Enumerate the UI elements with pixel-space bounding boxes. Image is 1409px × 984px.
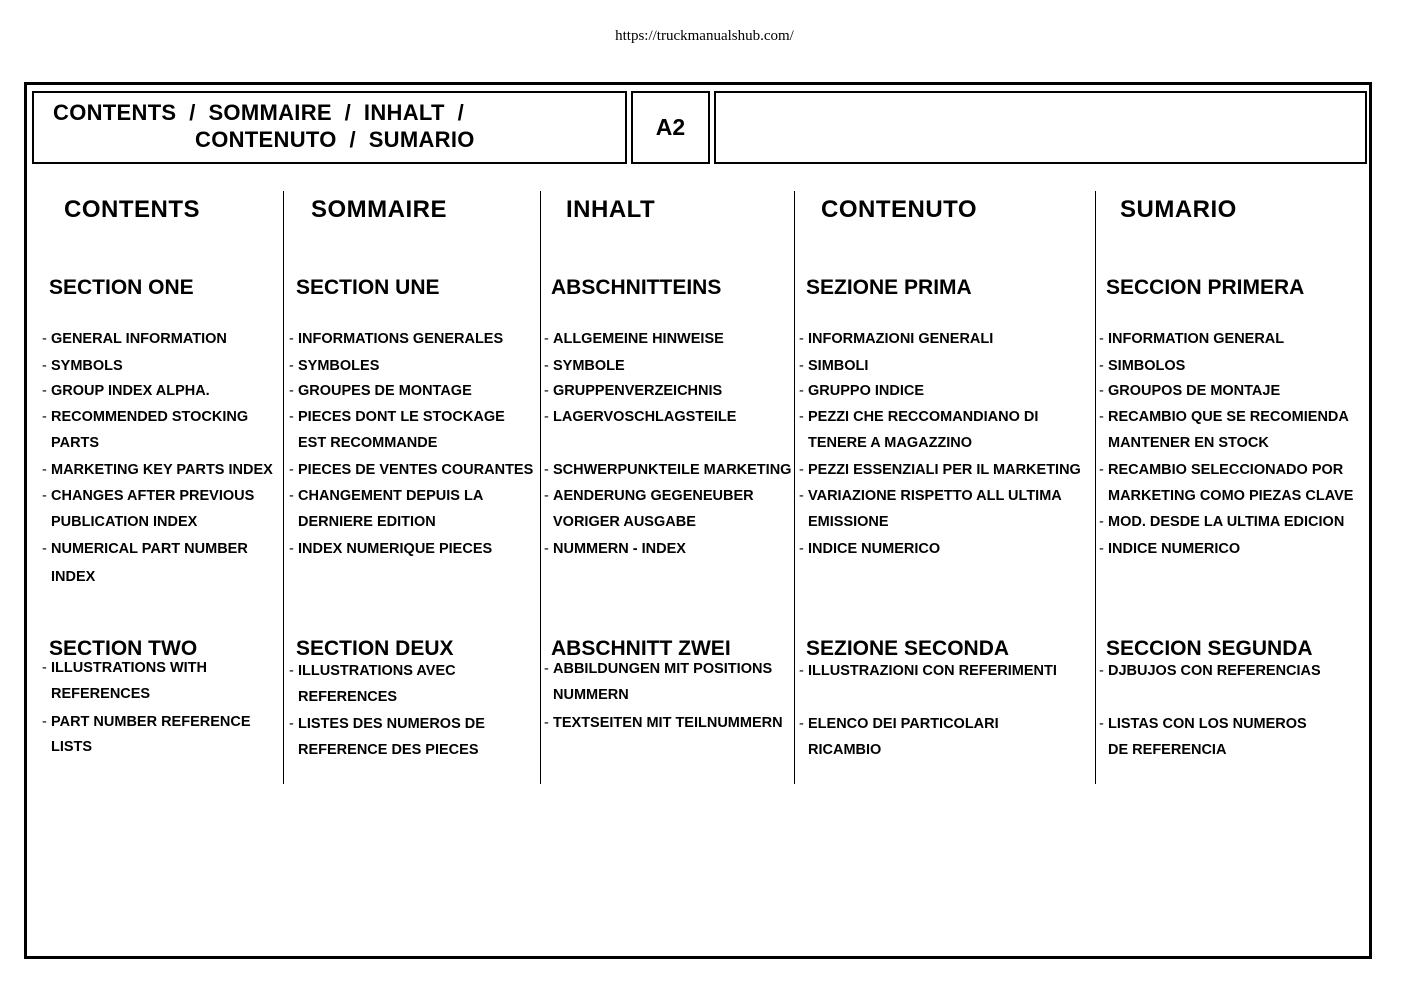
section-one-item <box>544 326 724 352</box>
item-text: SYMBOLE <box>553 358 625 374</box>
bullet-dash: - <box>799 383 804 399</box>
item-text: GROUPOS DE MONTAJE <box>1108 383 1281 399</box>
column-divider <box>1095 191 1096 784</box>
bullet-dash: - <box>1099 358 1104 374</box>
bullet-dash: - <box>42 358 47 374</box>
column-heading: CONTENTS <box>64 196 200 223</box>
item-text: RECOMMENDED STOCKING <box>51 409 249 425</box>
item-text: MARKETING KEY PARTS INDEX <box>51 462 273 478</box>
item-text: INFORMATIONS GENERALES <box>298 331 504 347</box>
section-one-heading: SECTION UNE <box>296 276 440 299</box>
bullet-dash: - <box>42 488 47 504</box>
item-text: GROUP INDEX ALPHA. <box>51 383 210 399</box>
section-one-item <box>51 430 99 456</box>
item-text: SCHWERPUNKTEILE MARKETING <box>553 462 792 478</box>
item-text: INFORMAZIONI GENERALI <box>808 331 994 347</box>
section-two-item <box>808 737 881 763</box>
section-two-item <box>51 681 150 707</box>
column-heading: SUMARIO <box>1120 196 1237 223</box>
section-one-item <box>544 457 792 483</box>
item-text: SIMBOLI <box>808 358 869 374</box>
bullet-dash: - <box>544 715 549 731</box>
section-one-heading: SEZIONE PRIMA <box>806 276 972 299</box>
item-text: PEZZI ESSENZIALI PER IL MARKETING <box>808 462 1081 478</box>
bullet-dash: - <box>289 716 294 732</box>
section-one-item <box>799 457 1081 483</box>
bullet-dash: - <box>544 409 549 425</box>
section-one-item <box>42 326 227 352</box>
bullet-dash: - <box>289 383 294 399</box>
item-text: INDICE NUMERICO <box>1108 541 1241 557</box>
item-text: GROUPES DE MONTAGE <box>298 383 472 399</box>
bullet-dash: - <box>1099 383 1104 399</box>
bullet-dash: - <box>42 462 47 478</box>
section-two-item <box>544 710 783 736</box>
item-text: REFERENCE DES PIECES <box>298 742 479 758</box>
section-one-item <box>289 326 504 352</box>
title-box <box>32 91 627 164</box>
item-text: PUBLICATION INDEX <box>51 514 198 530</box>
section-two-item <box>298 737 479 763</box>
section-two-item <box>42 655 207 681</box>
bullet-dash: - <box>544 331 549 347</box>
section-two-heading: SECTION TWO <box>49 637 198 660</box>
item-text: EMISSIONE <box>808 514 889 530</box>
bullet-dash: - <box>42 541 47 557</box>
section-two-heading: SECCION SEGUNDA <box>1106 637 1313 660</box>
section-one-item <box>51 564 95 590</box>
bullet-dash: - <box>1099 663 1104 679</box>
section-one-item <box>42 457 273 483</box>
section-two-item <box>42 709 251 735</box>
section-one-item <box>544 483 754 509</box>
column-divider <box>283 191 284 784</box>
section-two-item <box>799 711 999 737</box>
bullet-dash: - <box>289 488 294 504</box>
section-one-item <box>1108 430 1269 456</box>
item-text: ABBILDUNGEN MIT POSITIONS <box>553 661 773 677</box>
bullet-dash: - <box>544 358 549 374</box>
section-one-item <box>808 509 889 535</box>
bullet-dash: - <box>799 358 804 374</box>
section-two-item <box>553 682 629 708</box>
bullet-dash: - <box>289 663 294 679</box>
bullet-dash: - <box>544 541 549 557</box>
item-text: PART NUMBER REFERENCE <box>51 714 251 730</box>
item-text: PARTS <box>51 435 100 451</box>
bullet-dash: - <box>544 488 549 504</box>
section-one-item <box>289 378 472 404</box>
bullet-dash: - <box>1099 409 1104 425</box>
bullet-dash: - <box>289 358 294 374</box>
bullet-dash: - <box>544 383 549 399</box>
item-text: VORIGER AUSGABE <box>553 514 696 530</box>
section-one-item <box>799 404 1039 430</box>
bullet-dash: - <box>42 660 47 676</box>
section-two-item <box>289 711 485 737</box>
section-one-item <box>42 404 249 430</box>
section-one-item <box>1108 483 1353 509</box>
section-one-item <box>544 536 686 562</box>
section-one-heading: SECCION PRIMERA <box>1106 276 1305 299</box>
bullet-dash: - <box>289 462 294 478</box>
bullet-dash: - <box>1099 514 1104 530</box>
section-one-item <box>298 430 437 456</box>
item-text: INDEX NUMERIQUE PIECES <box>298 541 493 557</box>
item-text: ALLGEMEINE HINWEISE <box>553 331 724 347</box>
item-text: NUMMERN - INDEX <box>553 541 686 557</box>
section-one-item <box>42 483 255 509</box>
item-text: MARKETING COMO PIEZAS CLAVE <box>1108 488 1354 504</box>
column-heading: SOMMAIRE <box>311 196 447 223</box>
item-text: RECAMBIO QUE SE RECOMIENDA <box>1108 409 1349 425</box>
bullet-dash: - <box>42 383 47 399</box>
section-one-item <box>1099 404 1349 430</box>
item-text: MANTENER EN STOCK <box>1108 435 1269 451</box>
section-one-item <box>289 457 534 483</box>
section-one-item <box>42 353 123 379</box>
bullet-dash: - <box>42 331 47 347</box>
item-text: DERNIERE EDITION <box>298 514 436 530</box>
section-one-item <box>42 536 248 562</box>
bullet-dash: - <box>289 541 294 557</box>
item-text: ILLUSTRAZIONI CON REFERIMENTI <box>808 663 1057 679</box>
section-one-item <box>1099 536 1241 562</box>
item-text: LAGERVOSCHLAGSTEILE <box>553 409 737 425</box>
item-text: REFERENCES <box>51 686 151 702</box>
section-one-item <box>51 509 197 535</box>
bullet-dash: - <box>42 409 47 425</box>
bullet-dash: - <box>1099 462 1104 478</box>
bullet-dash: - <box>799 488 804 504</box>
section-one-item <box>289 404 505 430</box>
section-one-item <box>1099 509 1345 535</box>
section-two-heading: SEZIONE SECONDA <box>806 637 1010 660</box>
item-text: GENERAL INFORMATION <box>51 331 227 347</box>
item-text: RECAMBIO SELECCIONADO POR <box>1108 462 1344 478</box>
section-one-item <box>1099 457 1344 483</box>
section-one-item <box>289 536 493 562</box>
item-text: PIECES DONT LE STOCKAGE <box>298 409 505 425</box>
section-one-item <box>298 509 436 535</box>
section-two-item <box>799 658 1057 684</box>
item-text: LISTAS CON LOS NUMEROS <box>1108 716 1307 732</box>
bullet-dash: - <box>799 541 804 557</box>
bullet-dash: - <box>799 409 804 425</box>
item-text: ILLUSTRATIONS WITH <box>51 660 207 676</box>
page-title-line-1: CONTENTS / SOMMAIRE / INHALT / <box>53 100 464 125</box>
item-text: AENDERUNG GEGENEUBER <box>553 488 754 504</box>
item-text: SIMBOLOS <box>1108 358 1186 374</box>
section-one-item <box>799 483 1062 509</box>
item-text: ELENCO DEI PARTICOLARI <box>808 716 999 732</box>
item-text: EST RECOMMANDE <box>298 435 438 451</box>
item-text: PIECES DE VENTES COURANTES <box>298 462 534 478</box>
bullet-dash: - <box>544 462 549 478</box>
bullet-dash: - <box>1099 541 1104 557</box>
section-one-item <box>553 509 696 535</box>
section-one-item <box>1099 378 1281 404</box>
section-one-item <box>289 483 484 509</box>
section-one-item <box>289 353 380 379</box>
section-two-heading: ABSCHNITT ZWEI <box>551 637 731 660</box>
bullet-dash: - <box>289 409 294 425</box>
bullet-dash: - <box>1099 716 1104 732</box>
section-one-item <box>799 378 925 404</box>
bullet-dash: - <box>799 331 804 347</box>
section-one-item <box>544 378 723 404</box>
section-two-item <box>544 656 773 682</box>
section-two-item <box>51 734 92 760</box>
section-two-item <box>1108 737 1226 763</box>
item-text: DE REFERENCIA <box>1108 742 1227 758</box>
section-one-item <box>808 430 972 456</box>
item-text: SYMBOLS <box>51 358 123 374</box>
page-code-box <box>631 91 710 164</box>
item-text: RICAMBIO <box>808 742 882 758</box>
item-text: PEZZI CHE RECCOMANDIANO DI <box>808 409 1039 425</box>
item-text: MOD. DESDE LA ULTIMA EDICION <box>1108 514 1345 530</box>
item-text: ILLUSTRATIONS AVEC <box>298 663 456 679</box>
source-url[interactable]: https://truckmanualshub.com/ <box>615 28 794 44</box>
column-heading: CONTENUTO <box>821 196 978 223</box>
item-text: INDEX <box>51 569 96 585</box>
item-text: LISTES DES NUMEROS DE <box>298 716 485 732</box>
section-one-heading: ABSCHNITTEINS <box>551 276 722 299</box>
bullet-dash: - <box>1099 331 1104 347</box>
page-code: A2 <box>655 114 686 140</box>
section-two-item <box>298 684 397 710</box>
section-two-item <box>1099 711 1307 737</box>
section-one-item <box>544 353 625 379</box>
item-text: SYMBOLES <box>298 358 380 374</box>
item-text: INDICE NUMERICO <box>808 541 941 557</box>
item-text: NUMMERN <box>553 687 629 703</box>
item-text: LISTS <box>51 739 93 755</box>
bullet-dash: - <box>799 663 804 679</box>
section-one-item <box>799 536 941 562</box>
item-text: INFORMATION GENERAL <box>1108 331 1285 347</box>
section-two-item <box>289 658 456 684</box>
item-text: CHANGEMENT DEPUIS LA <box>298 488 484 504</box>
contents-page-frame <box>24 82 1372 959</box>
section-one-item <box>799 353 869 379</box>
column-divider <box>540 191 541 784</box>
item-text: VARIAZIONE RISPETTO ALL ULTIMA <box>808 488 1062 504</box>
section-one-item <box>799 326 994 352</box>
column-heading: INHALT <box>566 196 656 223</box>
item-text: GRUPPO INDICE <box>808 383 925 399</box>
bullet-dash: - <box>289 331 294 347</box>
item-text: DJBUJOS CON REFERENCIAS <box>1108 663 1321 679</box>
bullet-dash: - <box>799 462 804 478</box>
empty-header-box <box>714 91 1367 164</box>
item-text: REFERENCES <box>298 689 398 705</box>
column-divider <box>794 191 795 784</box>
item-text: TENERE A MAGAZZINO <box>808 435 973 451</box>
item-text: TEXTSEITEN MIT TEILNUMMERN <box>553 715 783 731</box>
section-one-item <box>1099 326 1285 352</box>
section-two-heading: SECTION DEUX <box>296 637 454 660</box>
section-two-item <box>1099 658 1321 684</box>
section-one-item <box>1099 353 1186 379</box>
bullet-dash: - <box>544 661 549 677</box>
item-text: CHANGES AFTER PREVIOUS <box>51 488 255 504</box>
item-text: NUMERICAL PART NUMBER <box>51 541 248 557</box>
page-title-line-2: CONTENUTO / SUMARIO <box>195 127 475 152</box>
item-text: GRUPPENVERZEICHNIS <box>553 383 723 399</box>
section-one-heading: SECTION ONE <box>49 276 194 299</box>
bullet-dash: - <box>42 714 47 730</box>
section-one-item <box>544 404 737 430</box>
section-one-item <box>42 378 210 404</box>
bullet-dash: - <box>799 716 804 732</box>
